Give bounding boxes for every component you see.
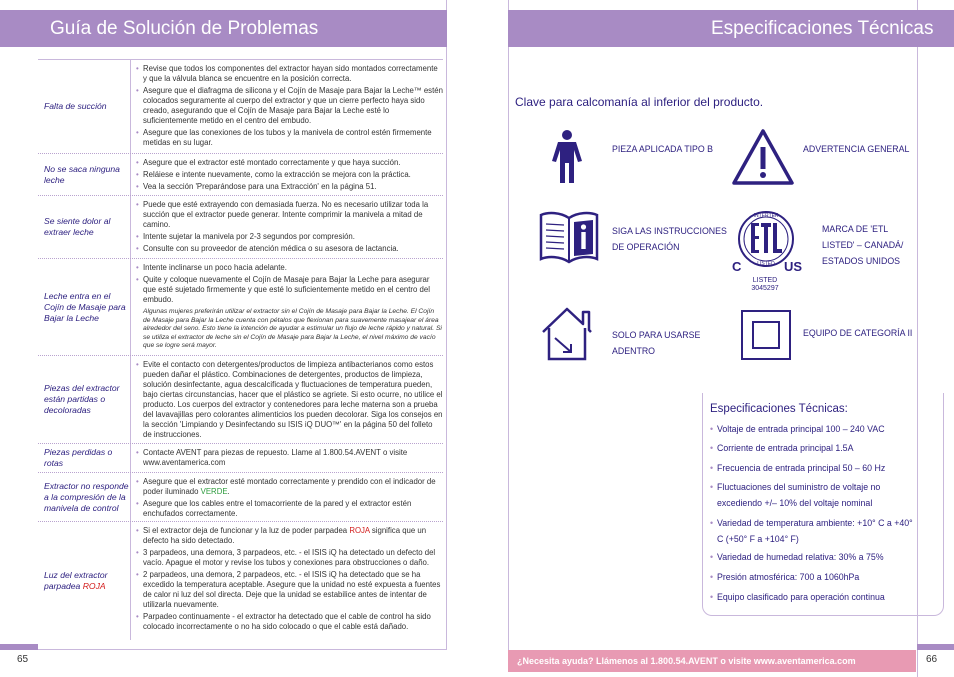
- solution-item: • Reláiese e intente nuevamente, como la extracción se mejora con la práctica.: [135, 170, 443, 180]
- solution-item: [135, 477, 443, 497]
- solution-item: • Puede que esté extrayendo con demasiada fuerza. No es necesario utilizar toda la succión que el extractor puede generar. Intente comprimir la manivela a mitad de camino.: [135, 200, 443, 230]
- spec-item: • Variedad de humedad relativa: 30% a 75%: [710, 549, 942, 565]
- problem-cell: Piezas perdidas o rotas: [38, 444, 131, 472]
- solution-item: • 2 parpadeos, una demora, 2 parpadeos, etc. - el ISIS iQ ha detectado que se ha excedido la temperatura aceptable. Asegure que la unidad no esté expuesta a fuentes de calor ni luz del sol directa. Deje que la unidad se estabilice antes de intentar de utilizarla nuevamente.: [135, 570, 443, 610]
- problem-cell: Piezas del extractor están partidas o decoloradas: [38, 356, 131, 443]
- table-row: [38, 356, 443, 444]
- solution-note: Algunas mujeres preferirán utilizar el extractor sin el Cojín de Masaje para Bajar la Leche. El Cojín de Masaje para Bajar la Leche cuenta con pétalos que flexionan para suavemente masajear el área alrededor del seno. Esto tiene la intención de ayudar a estimular un flujo de leche rápido y natural. Si se utiliza el extractor de leche sin el Cojín de Masaje para Bajar la Leche, el nivel máximo de vacío que se logre será mayor.: [143, 308, 442, 349]
- etl-listed-text: LISTED: [752, 277, 778, 284]
- applied-part-type-b-icon: [548, 129, 586, 185]
- right-page-edge: [508, 0, 509, 650]
- etl-listed-mark-icon: [726, 209, 806, 277]
- left-page-number: 65: [17, 654, 29, 665]
- red-indicator-text: ROJA: [82, 581, 106, 591]
- solutions-cell: [131, 60, 443, 153]
- problem-cell: Leche entra en el Cojín de Masaje para Bajar la Leche: [38, 259, 131, 355]
- problem-cell: No se saca ninguna leche: [38, 154, 131, 195]
- spec-item: • Corriente de entrada principal 1.5A: [710, 440, 942, 456]
- right-page-number: 66: [926, 654, 938, 665]
- right-footer-strip: [917, 644, 954, 650]
- etl-listing-number: 3045297: [751, 285, 779, 292]
- class-ii-equipment-icon: [740, 309, 792, 361]
- applied-part-label: PIEZA APLICADA TIPO B: [612, 144, 714, 154]
- etl-us-text: US: [784, 259, 803, 274]
- solution-item: • Contacte AVENT para piezas de repuesto. Llame al 1.800.54.AVENT o visite www.aventamerica.com: [135, 448, 443, 468]
- table-row: [38, 60, 443, 154]
- spec-item: • Presión atmosférica: 700 a 1060hPa: [710, 569, 942, 585]
- left-page-title: Guía de Solución de Problemas: [50, 18, 319, 39]
- specs-title: Especificaciones Técnicas:: [710, 403, 848, 415]
- follow-instructions-icon: [538, 210, 600, 264]
- left-page-edge: [446, 0, 447, 650]
- problem-cell: Falta de succión: [38, 60, 131, 153]
- general-warning-icon: [731, 128, 795, 186]
- red-indicator-text: ROJA: [349, 526, 370, 535]
- etl-mark-label: MARCA DE 'ETL LISTED' – CANADÁ/ ESTADOS UNIDOS: [822, 224, 904, 266]
- table-row: [38, 473, 443, 522]
- left-page-header: [0, 10, 447, 47]
- table-row: [38, 522, 443, 640]
- spec-item: • Equipo clasificado para operación continua: [710, 589, 942, 605]
- solution-item: • Evite el contacto con detergentes/productos de limpieza antibacterianos como estos pueden dañar el plástico. Combinaciones de detergentes, productos de limpieza, solución desinfectante, agua descalcificada y fluctuaciones de temperatura pueden, bajo ciertas circunstancias, hacer que el plástico se agriete. Si esto ocurre, no utilice el producto. Los cuerpos del extractor y contenedores para leche materna son a prueba del lavavajillas pero colorantes alimenticios los pueden decolorar. Siga los consejos en la sección 'Limpiando y Desinfectando su ISIS iQ DUO™' en la página 50 del folleto de instrucciones.: [135, 360, 443, 440]
- solution-item: • Asegure que las conexiones de los tubos y la manivela de control estén firmemente metidas en su lugar.: [135, 128, 443, 148]
- solution-item: • Asegure que el diafragma de silicona y el Cojín de Masaje para Bajar la Leche™ estén colocados seguramente al cuerpo del extractor y que un cierre perfecto haya sido creado, asegurando que el Cojín de Masaje para Bajar la Leche esté lo suficientemente metido en el centro del embudo.: [135, 86, 443, 126]
- solution-item: • 3 parpadeos, una demora, 3 parpadeos, etc. - el ISIS iQ ha detectado un defecto del vacío. Apague el motor y revise los tubos y conexiones para obstrucciones o daño.: [135, 548, 443, 568]
- solution-item: • Revise que todos los componentes del extractor hayan sido montados correctamente y que la válvula blanca se encuentre en la posición correcta.: [135, 64, 443, 84]
- table-row: [38, 444, 443, 473]
- problem-text: Luz del extractor parpadea: [44, 570, 108, 591]
- help-banner: ¿Necesita ayuda? Llámenos al 1.800.54.AVENT o visite www.aventamerica.com: [508, 650, 916, 672]
- solution-item: • Intente sujetar la manivela por 2-3 segundos por compresión.: [135, 232, 443, 242]
- solutions-cell: [131, 356, 443, 443]
- problem-cell: Extractor no responde a la compresión de la manivela de control: [38, 473, 131, 521]
- class-ii-label: EQUIPO DE CATEGORÍA II: [803, 328, 913, 338]
- spec-item: • Frecuencia de entrada principal 50 – 60 Hz: [710, 460, 942, 476]
- solution-item: • Intente inclinarse un poco hacia adelante.: [135, 263, 443, 273]
- solutions-cell: [131, 154, 443, 195]
- left-footer-strip: [0, 644, 38, 650]
- right-page-header: [508, 10, 954, 47]
- table-row: [38, 154, 443, 196]
- solutions-cell: [131, 259, 443, 355]
- solution-item: • Consulte con su proveedor de atención médica o su asesora de lactancia.: [135, 244, 443, 254]
- table-row: [38, 196, 443, 259]
- right-page-title: Especificaciones Técnicas: [711, 18, 934, 39]
- indoor-use-label: SOLO PARA USARSE ADENTRO: [612, 330, 701, 356]
- problem-cell: [38, 522, 131, 640]
- solution-item: • Asegure que el extractor esté montado correctamente y que haya succión.: [135, 158, 443, 168]
- etl-intertek-text: INTERTEK: [753, 213, 779, 219]
- troubleshooting-table: [38, 59, 443, 640]
- green-indicator-text: VERDE: [200, 487, 228, 496]
- etl-listed-caption: [745, 277, 785, 293]
- symbols-subheading: Clave para calcomanía al inferior del producto.: [515, 95, 764, 109]
- left-footer-line: [38, 649, 447, 650]
- solution-item: • Parpadeo continuamente - el extractor ha detectado que el cable de control ha sido colocado incorrectamente o no ha sido colocado o que el cable está dañado.: [135, 612, 443, 632]
- spec-item: • Variedad de temperatura ambiente: +10° C a +40° C (+50° F a +104° F): [710, 515, 917, 547]
- spec-item: • Voltaje de entrada principal 100 – 240 VAC: [710, 421, 942, 437]
- solutions-cell: [131, 473, 443, 521]
- etl-c-text: C: [732, 259, 742, 274]
- solution-item: • Asegure que los cables entre el tomacorriente de la pared y el extractor estén enchufados correctamente.: [135, 499, 443, 519]
- follow-instructions-label: SIGA LAS INSTRUCCIONES DE OPERACIÓN: [612, 226, 727, 252]
- spec-item: • Fluctuaciones del suministro de voltaje no excediendo +/– 10% del voltaje nominal: [710, 479, 912, 511]
- solution-item: • Quite y coloque nuevamente el Cojín de Masaje para Bajar la Leche para asegurar que esté sujetado firmemente y que esté lo suficientemente metido en el centro del embudo.: [135, 275, 443, 305]
- general-warning-label: ADVERTENCIA GENERAL: [803, 144, 910, 154]
- table-row: [38, 259, 443, 356]
- solution-text: significa que un defecto ha sido detectado.: [143, 526, 427, 545]
- solutions-cell: [131, 196, 443, 258]
- solutions-cell: [131, 444, 443, 472]
- solution-item: • Vea la sección 'Preparándose para una Extracción' en la página 51.: [135, 182, 443, 192]
- solution-text: .: [227, 487, 230, 496]
- solution-item: [135, 526, 443, 546]
- indoor-use-only-icon: [537, 304, 597, 362]
- etl-listed-arc-text: LISTED: [757, 261, 775, 267]
- solution-text: Si el extractor deja de funcionar y la luz de poder parpadea: [143, 526, 350, 535]
- solutions-cell: [131, 522, 443, 640]
- problem-cell: Se siente dolor al extraer leche: [38, 196, 131, 258]
- solution-text: Asegure que el extractor esté montado correctamente y prendido con el indicador de poder iluminado: [143, 477, 436, 496]
